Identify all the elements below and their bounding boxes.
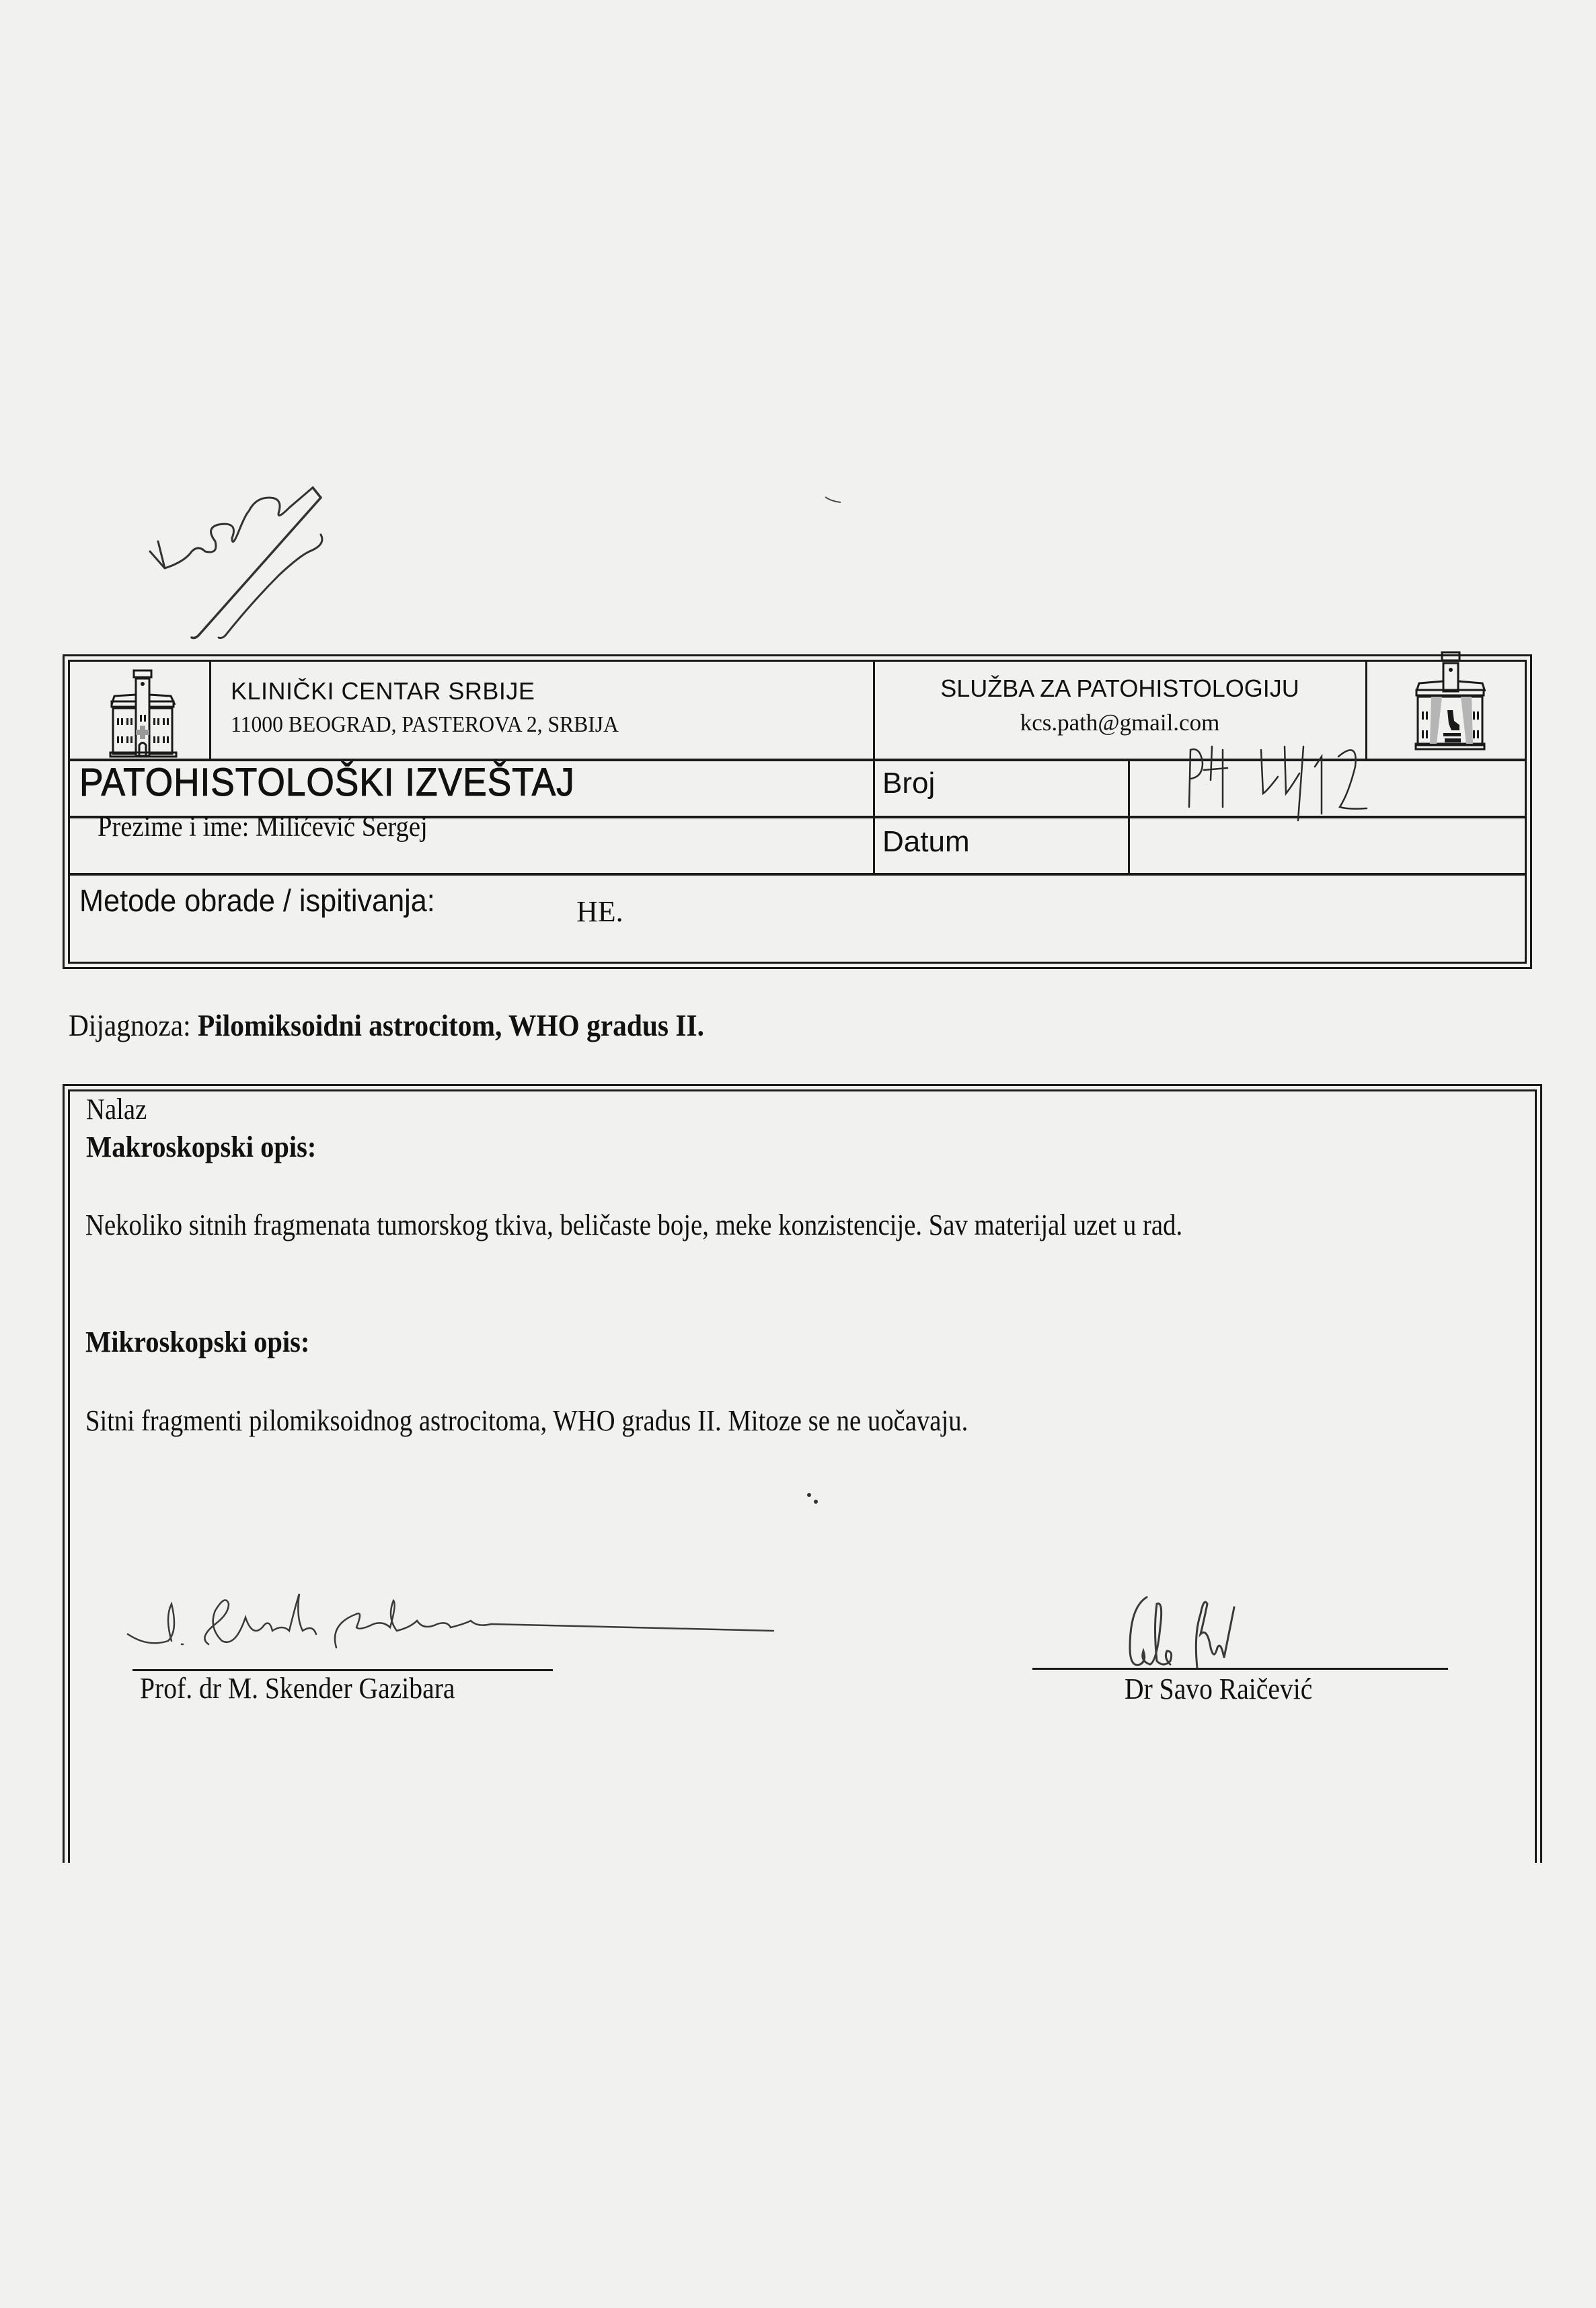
department-email: kcs.path@gmail.com [1020, 709, 1220, 736]
broj-datum-divider [1128, 759, 1130, 875]
logo-cell-divider [209, 660, 211, 761]
signature-left-handwriting [128, 1590, 733, 1664]
broj-label: Broj [882, 767, 936, 800]
datum-label: Datum [882, 825, 970, 858]
organization-name: KLINIČKI CENTAR SRBIJE [231, 677, 535, 705]
signature-right-handwriting [1116, 1587, 1285, 1678]
findings-box-top-inner [68, 1089, 1535, 1091]
findings-box-right-outer [1540, 1084, 1542, 1863]
macro-text: Nekoliko sitnih fragmenata tumorskog tkiva, beličaste boje, meke konzistencije. Sav materijal uzet u rad. [85, 1208, 1183, 1241]
organization-address: 11000 BEOGRAD, PASTEROVA 2, SRBIJA [231, 712, 619, 737]
findings-box-top-outer [63, 1084, 1541, 1086]
handwritten-reference-mark [145, 481, 346, 656]
header-divider-3 [68, 873, 1527, 876]
stray-ink-dots [804, 1490, 824, 1510]
micro-text: Sitni fragmenti pilomiksoidnog astrocitoma, WHO gradus II. Mitoze se ne uočavaju. [85, 1404, 968, 1437]
findings-box-right-inner [1535, 1089, 1537, 1863]
signatory-right-name: Dr Savo Raičević [1125, 1672, 1313, 1705]
metode-value: HE. [576, 895, 623, 928]
signature-line-right [1032, 1668, 1448, 1670]
report-title: PATOHISTOLOŠKI IZVEŠTAJ [79, 761, 575, 804]
micro-heading: Mikroskopski opis: [85, 1325, 310, 1358]
case-number-text [0, 0, 1, 1]
findings-title: Nalaz [86, 1093, 147, 1126]
stray-pen-mark [824, 494, 844, 504]
findings-box-left-outer [63, 1084, 65, 1863]
metode-label: Metode obrade / ispitivanja: [79, 883, 435, 918]
patient-name: Milićević Sergej [256, 812, 428, 843]
patient-label: Prezime i ime: [98, 812, 250, 843]
handwritten-case-number [1184, 740, 1412, 814]
macro-heading: Makroskopski opis: [86, 1130, 317, 1163]
department-name: SLUŽBA ZA PATOHISTOLOGIJU [940, 675, 1299, 702]
patient-field [98, 811, 428, 843]
findings-box-left-inner [68, 1089, 70, 1863]
hospital-building-logo-icon [109, 668, 180, 757]
signatory-left-name: Prof. dr M. Skender Gazibara [140, 1672, 455, 1705]
diagnosis-label: Dijagnoza: [69, 1008, 191, 1042]
diagnosis-value: Pilomiksoidni astrocitom, WHO gradus II. [197, 1008, 704, 1042]
pathology-department-logo-icon [1415, 651, 1488, 751]
diagnosis-line [69, 1007, 704, 1043]
